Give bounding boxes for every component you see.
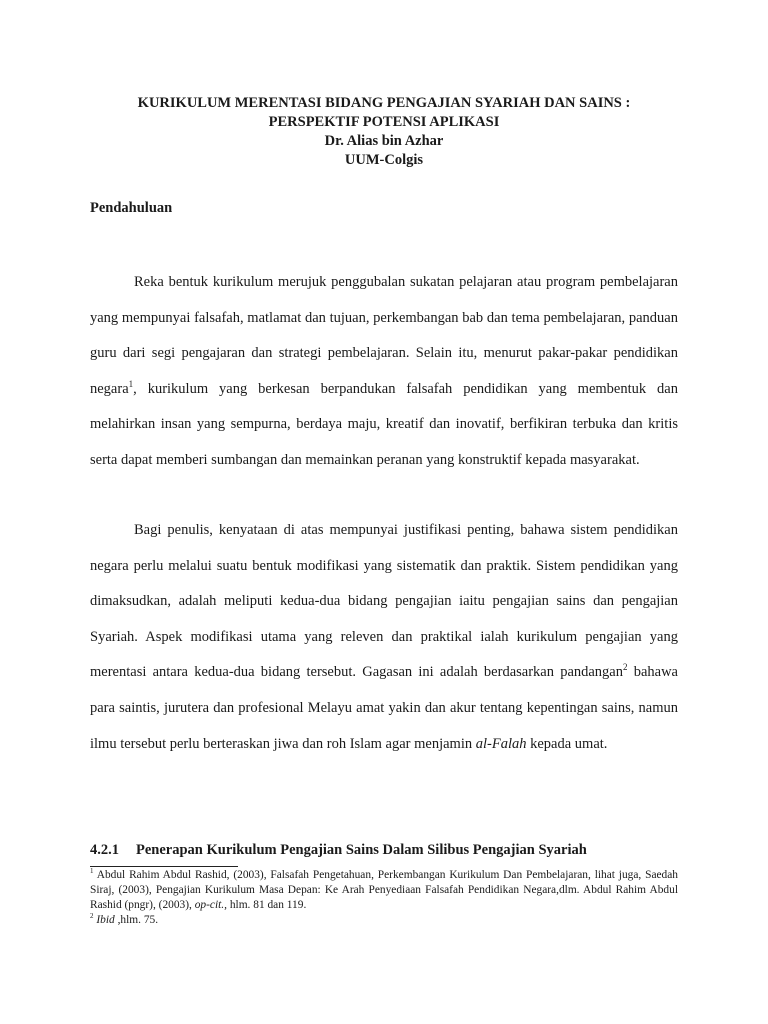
- author-affiliation: UUM-Colgis: [344, 152, 424, 168]
- paragraph-2-text-a: Bagi penulis, kenyataan di atas mempunyai justifikasi penting, bahawa sistem pendidikan negara perlu melalui suatu bentuk modifikasi yang sistematik dan praktik. Sistem pendidikan yang dimaksudkan, adalah meliputi kedua-dua bidang pengajian iaitu pengajian sains dan pengajian Syariah. Aspek modifikasi utama yang releven dan praktikal ialah kurikulum pengajian yang merentasi antara kedua-dua bidang tersebut. Gagasan ini adalah berdasarkan pandangan: [90, 522, 678, 681]
- footnote-2-text-b: ,hlm. 75.: [114, 914, 159, 926]
- footnote-1-text-b: hlm. 81 dan 119.: [226, 899, 307, 911]
- footnote-mark-1: 1: [90, 867, 94, 876]
- footnote-ref-1: 1: [128, 378, 134, 389]
- footnote-2: [90, 913, 678, 928]
- paragraph-2-text-b: bahawa para saintis, jurutera dan profesional Melayu amat yakin dan akur tentang kepentingan sains, namun ilmu tersebut perlu berteraskan jiwa dan roh Islam agar menjamin: [90, 664, 678, 752]
- footnote-divider: [90, 866, 238, 867]
- title-line-1: KURIKULUM MERENTASI BIDANG PENGAJIAN SYARIAH DAN SAINS :: [137, 95, 631, 111]
- title-line-2: PERSPEKTIF POTENSI APLIKASI: [268, 114, 500, 130]
- section-heading: Pendahuluan: [90, 200, 173, 216]
- paragraph-1-text-b: , kurikulum yang berkesan berpandukan falsafah pendidikan yang membentuk dan melahirkan insan yang sempurna, berdaya maju, kreatif dan inovatif, berfikiran terbuka dan kritis serta dapat memberi sumbangan dan memainkan peranan yang konstruktif kepada masyarakat.: [90, 380, 678, 468]
- paragraph-1: [90, 265, 678, 479]
- paragraph-2: [90, 513, 678, 762]
- footnotes: [90, 868, 678, 928]
- footnote-1-text-a: Abdul Rahim Abdul Rashid, (2003), Falsafah Pengetahuan, Perkembangan Kurikulum Dan Pembelajaran, lihat juga, Saedah Siraj, (2003), Pengajian Kurikulum Masa Depan: Ke Arah Penyediaan Falsafah Pendidikan Negara,dlm. Abdul Rahim Abdul Rashid (pngr), (2003),: [90, 869, 678, 911]
- footnote-mark-2: 2: [90, 912, 94, 921]
- title-block: [90, 94, 678, 170]
- subsection-heading: [90, 842, 587, 859]
- author-name: Dr. Alias bin Azhar: [324, 133, 444, 149]
- subsection-title: Penerapan Kurikulum Pengajian Sains Dalam Silibus Pengajian Syariah: [136, 842, 587, 858]
- footnote-ref-2: 2: [623, 662, 628, 673]
- footnote-2-italic: Ibid: [96, 914, 115, 926]
- subsection-number: 4.2.1: [90, 842, 119, 858]
- paragraph-1-text-a: Reka bentuk kurikulum merujuk penggubalan sukatan pelajaran atau program pembelajaran yang mempunyai falsafah, matlamat dan tujuan, perkembangan bab dan tema pembelajaran, panduan guru dari segi pengajaran dan strategi pembelajaran. Selain itu, menurut pakar-pakar pendidikan negara: [90, 274, 678, 397]
- footnote-1: [90, 868, 678, 913]
- paragraph-2-text-c: kepada umat.: [526, 735, 608, 752]
- italic-term: al-Falah: [475, 735, 527, 752]
- footnote-1-italic: op-cit.,: [194, 899, 227, 911]
